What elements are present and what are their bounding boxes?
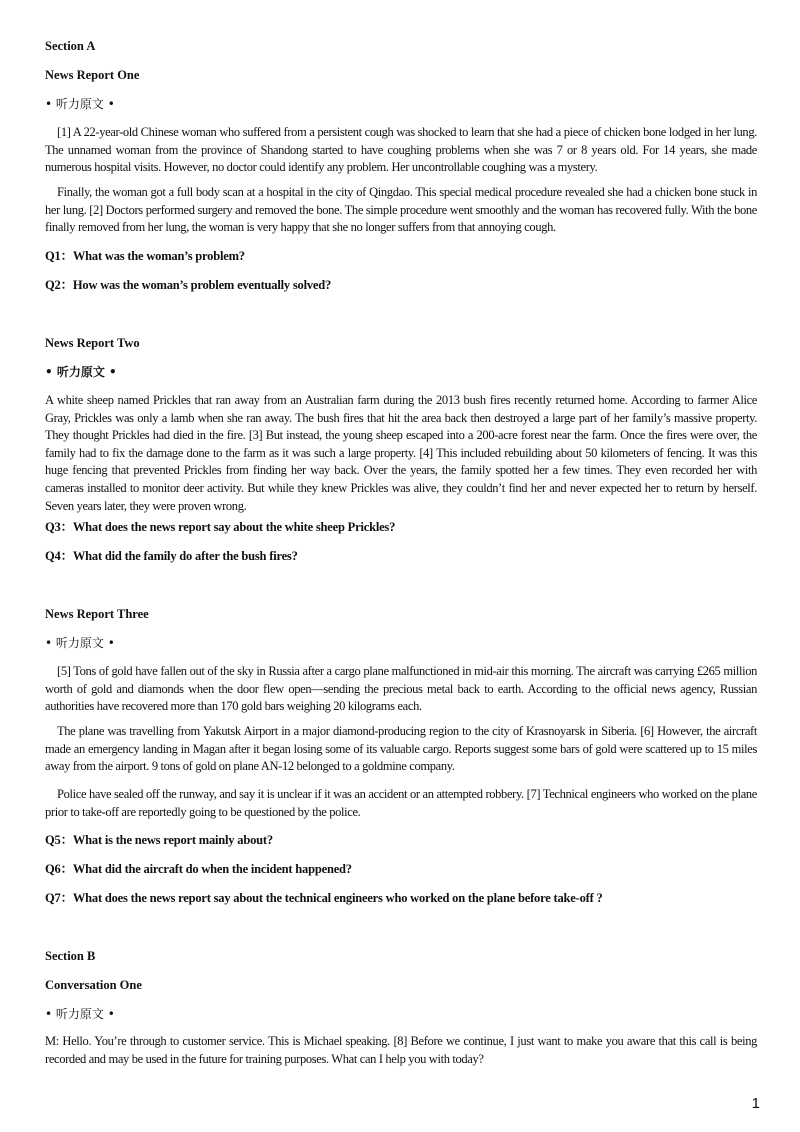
transcript-marker: • 听力原文 • (45, 97, 115, 111)
transcript-marker: • 听力原文 • (45, 1007, 115, 1021)
news-report-one-heading: News Report One (45, 68, 140, 82)
question-1: Q1：What was the woman’s problem? (45, 249, 245, 263)
question-4: Q4：What did the family do after the bush fires? (45, 549, 298, 563)
report-three-paragraph-1: [5] Tons of gold have fallen out of the sky in Russia after a cargo plane malfunctioned in mid-air this morning. The aircraft was carrying £265 million worth of gold and diamonds when the door flew open—sending the precious metal back to earth. According to the official news agency, Russian authorities have recovered more than 170 gold bars weighing 20 kilograms each. (45, 664, 757, 714)
transcript-marker: • 听力原文 • (45, 365, 117, 379)
report-one-paragraph-1: [1] A 22-year-old Chinese woman who suffered from a persistent cough was shocked to learn that she had a piece of chicken bone lodged in her lung. The unnamed woman from the province of Shandong started to have coughing problems when she was 7 or 8 years old. For 14 years, she made numerous hospital visits. However, no doctor could identify any problem. Her uncontrollable coughing was a mystery. (45, 125, 757, 175)
report-two-paragraph-1: A white sheep named Prickles that ran away from an Australian farm during the 2013 bush fires recently returned home. According to farmer Alice Gray, Prickles was only a lamb when she ran away. The bush fires that hit the area back then destroyed a large part of her family’s massive property. They thought Prickles had died in the fire. [3] But instead, the young sheep escaped into a 200-acre forest near the farm. Once the fires were over, the family had to fix the damage done to the farm as it was such a large property. [4] This included rebuilding about 50 kilometers of fencing. It was this huge fencing that prevented Prickles from finding her way back. Over the years, the family spotted her a few times. They even recorded her with cameras installed to monitor deer activity. But while they knew Prickles was alive, they couldn’t find her and never expected her to return by herself. Seven years later, they were proven wrong. (45, 393, 757, 513)
report-three-paragraph-2: The plane was travelling from Yakutsk Airport in a major diamond-producing region to the city of Krasnoyarsk in Siberia. [6] However, the aircraft made an emergency landing in Magan after it began losing some of its valuable cargo. Reports suggest some bars of gold were scattered up to 15 miles away from the airport. 9 tons of gold on plane AN-12 belonged to a goldmine company. (45, 724, 757, 774)
section-a-heading: Section A (45, 39, 96, 53)
news-report-two-heading: News Report Two (45, 336, 140, 350)
question-3: Q3：What does the news report say about the white sheep Prickles? (45, 520, 396, 534)
report-one-paragraph-2: Finally, the woman got a full body scan at a hospital in the city of Qingdao. This special medical procedure revealed she had a chicken bone stuck in her lung. [2] Doctors performed surgery and removed the bone. The simple procedure went smoothly and the woman has recovered fully. With the bone finally removed from her lung, the woman is very happy that she no longer suffers from that annoying cough. (45, 185, 757, 235)
conversation-one-heading: Conversation One (45, 978, 142, 992)
question-5: Q5：What is the news report mainly about? (45, 833, 273, 847)
report-three-paragraph-3: Police have sealed off the runway, and say it is unclear if it was an accident or an attempted robbery. [7] Technical engineers who worked on the plane prior to take-off are reportedly going to be questioned by the police. (45, 787, 757, 819)
conversation-one-paragraph-1: M: Hello. You’re through to customer service. This is Michael speaking. [8] Before we continue, I just want to make you aware that this call is being recorded and may be used in the future for training purposes. What can I help you with today? (45, 1034, 757, 1066)
question-6: Q6：What did the aircraft do when the incident happened? (45, 862, 352, 876)
news-report-three-heading: News Report Three (45, 607, 149, 621)
question-2: Q2：How was the woman’s problem eventually solved? (45, 278, 332, 292)
transcript-marker: • 听力原文 • (45, 636, 115, 650)
section-b-heading: Section B (45, 949, 96, 963)
question-7: Q7：What does the news report say about the technical engineers who worked on the plane before take-off ? (45, 891, 603, 905)
page-number: 1 (751, 1095, 760, 1112)
